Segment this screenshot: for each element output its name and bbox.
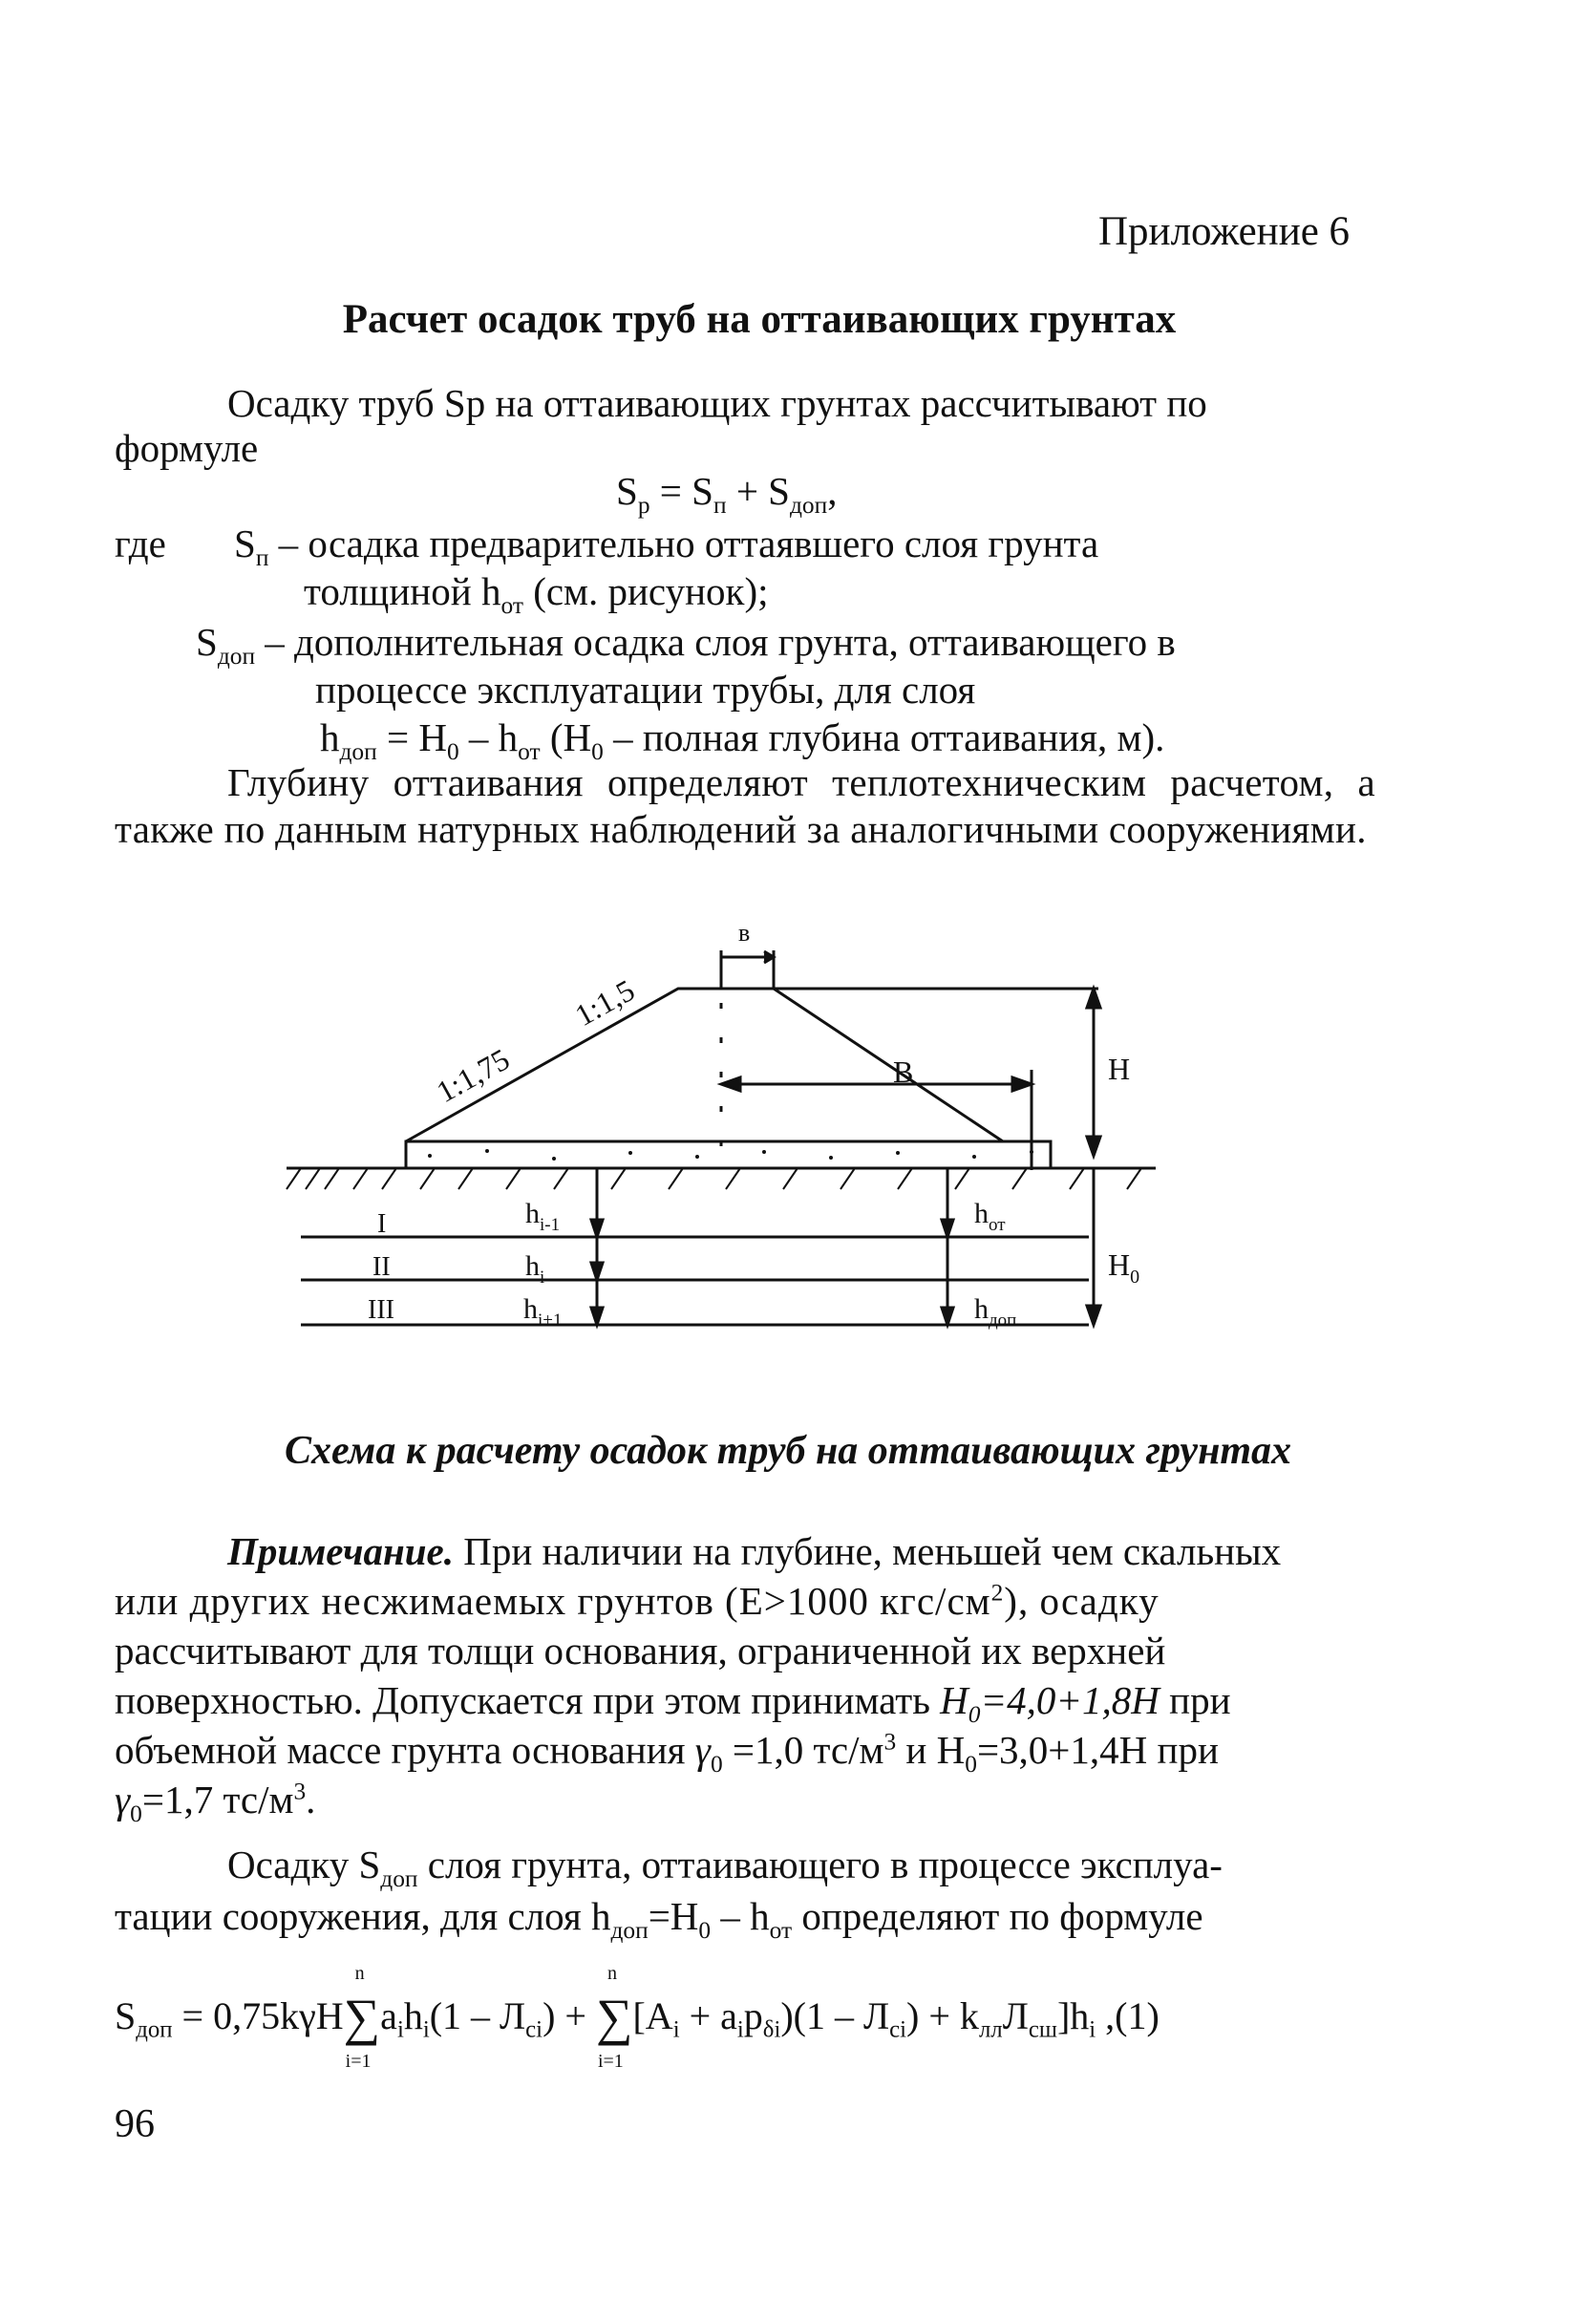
where-sp-cont: толщиной $h_{от}$ (см. рисунок); — [304, 569, 769, 619]
where-hdop-formula: $h_{доп} = H_0 - h_{от}$ ($H_0$ – полная глубина оттаивания, м). — [320, 715, 1165, 765]
intro-line-2: формуле — [115, 426, 259, 470]
label-h-ot: $h_{от}$ — [974, 1198, 1006, 1235]
sum-symbol-1: ∑ — [343, 1989, 381, 2046]
note-line-3: рассчитывают для толщи основания, ограниченной их верхней — [115, 1629, 1166, 1672]
layer-III: III — [368, 1295, 394, 1325]
where-sdop-cont: процессе эксплуатации трубы, для слоя — [315, 668, 976, 712]
note-line-2: или других несжимаемых грунтов (E>1000 кгс/$см^2$), осадку — [115, 1579, 1160, 1623]
formula-sdop: $S_{доп} = 0,75k\gamma H\sum$ n i=1 $a_ih_i(1 - Л_{ci})$ + ∑ n i=1 $[A_i + a_ip_{\delta i})(1 - Л_{ci}) + k_{лл}Л_{сш}]h_i$ ,(1) — [115, 1963, 1160, 2072]
label-B: B — [893, 1055, 914, 1089]
page-number: 96 — [115, 2102, 155, 2146]
where-word: где — [115, 522, 166, 565]
label-h-i-1: $h_{i-1}$ — [525, 1198, 561, 1235]
note-line-5: объемной массе грунта основания $\gamma_0 =1,0$ $тс/м^3$ и $H_0=3,0+1,4H$ при — [115, 1728, 1219, 1778]
appendix-label: Приложение 6 — [1098, 209, 1351, 254]
label-h-i: $h_i$ — [525, 1250, 545, 1288]
base-band — [406, 1141, 1051, 1168]
label-h-dop: $h_{доп}$ — [974, 1293, 1017, 1331]
note-line-6: $\gamma_0=1,7$ $тс/м^3$. — [115, 1778, 316, 1827]
settlement-diagram — [267, 912, 1175, 1361]
intro-line-1: Осадку труб Sp на оттаивающих грунтах рассчитывают по — [227, 381, 1207, 425]
label-b: в — [738, 919, 751, 947]
depth-paragraph: Глубину оттаивания определяют теплотехническим расчетом, а также по данным натурных наблюдений за аналогичными сооружениями. — [115, 760, 1375, 852]
label-H: H — [1108, 1052, 1131, 1086]
where-sdop-line: $S_{доп}$ – дополнительная осадка слоя грунта, оттаивающего в — [196, 620, 1176, 670]
label-slope-1-1-5: 1:1,5 — [568, 972, 641, 1033]
sdop-line-1: Осадку $S_{доп}$ слоя грунта, оттаивающего в процессе эксплуа- — [227, 1843, 1223, 1892]
note-line-4: поверхностью. Допускается при этом принимать $H_0=4,0+1,8H$ при — [115, 1678, 1231, 1728]
sdop-line-2: тации сооружения, для слоя $h_{доп}=H_0 - h_{от}$ определяют по формуле — [115, 1894, 1203, 1944]
label-H0: $H_0$ — [1108, 1247, 1140, 1288]
layer-II: II — [372, 1252, 391, 1282]
label-slope-1-1-75: 1:1,75 — [430, 1041, 516, 1110]
note-line-1: Примечание. При наличии на глубине, меньшей чем скальных — [227, 1529, 1282, 1573]
main-formula: $S_р = S_п + S_{доп}$, — [616, 469, 838, 519]
label-h-i-plus-1: $h_{i+1}$ — [523, 1293, 563, 1331]
where-sp-line: $S_п$ – осадка предварительно оттаявшего слоя грунта — [234, 522, 1099, 571]
sum-symbol-2: ∑ — [595, 1989, 633, 2046]
page-title: Расчет осадок труб на оттаивающих грунтах — [342, 297, 1177, 342]
figure-caption: Схема к расчету осадок труб на оттаивающих грунтах — [284, 1429, 1292, 1473]
layer-I: I — [377, 1209, 387, 1239]
